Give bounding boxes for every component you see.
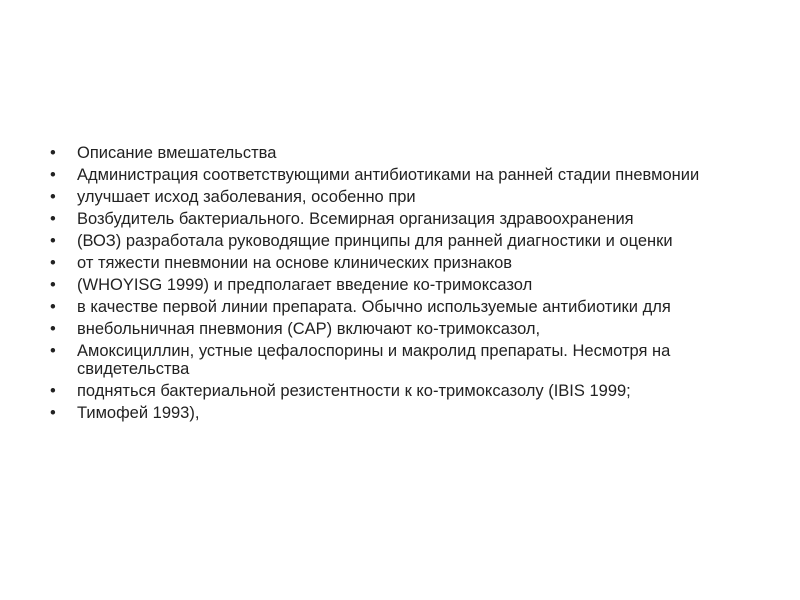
list-item (50, 404, 750, 422)
bullet-icon: • (50, 232, 56, 250)
bullet-icon: • (50, 342, 56, 360)
list-item-text: Амоксициллин, устные цефалоспорины и макролид препараты. Несмотря на свидетельства (77, 342, 671, 378)
list-item (50, 320, 750, 338)
bullet-icon: • (50, 188, 56, 206)
bullet-icon: • (50, 382, 56, 400)
list-item-text: улучшает исход заболевания, особенно при (77, 188, 416, 206)
list-item (50, 144, 750, 162)
bullet-icon: • (50, 166, 56, 184)
list-item (50, 254, 750, 272)
list-item (50, 232, 750, 250)
list-item (50, 188, 750, 206)
list-item (50, 166, 750, 184)
list-item-text: внебольничная пневмония (CAP) включают ко-тримоксазол, (77, 320, 541, 338)
bullet-icon: • (50, 320, 56, 338)
list-item-text: от тяжести пневмонии на основе клинических признаков (77, 254, 513, 272)
list-item-text: подняться бактериальной резистентности к ко-тримоксазолу (IBIS 1999; (77, 382, 631, 400)
list-item (50, 298, 750, 316)
bullet-list (50, 144, 750, 426)
list-item-text: (ВОЗ) разработала руководящие принципы для ранней диагностики и оценки (77, 232, 673, 250)
list-item (50, 210, 750, 228)
bullet-icon: • (50, 144, 56, 162)
list-item-text: в качестве первой линии препарата. Обычно используемые антибиотики для (77, 298, 671, 316)
bullet-icon: • (50, 276, 56, 294)
list-item-text: Возбудитель бактериального. Всемирная организация здравоохранения (77, 210, 634, 228)
list-item (50, 276, 750, 294)
list-item-text: Администрация соответствующими антибиотиками на ранней стадии пневмонии (77, 166, 700, 184)
list-item-text: Описание вмешательства (77, 144, 277, 162)
list-item-text: (WHOYISG 1999) и предполагает введение ко-тримоксазол (77, 276, 533, 294)
bullet-icon: • (50, 210, 56, 228)
bullet-icon: • (50, 404, 56, 422)
list-item (50, 342, 750, 378)
bullet-icon: • (50, 298, 56, 316)
bullet-icon: • (50, 254, 56, 272)
list-item (50, 382, 750, 400)
list-item-text: Тимофей 1993), (77, 404, 200, 422)
